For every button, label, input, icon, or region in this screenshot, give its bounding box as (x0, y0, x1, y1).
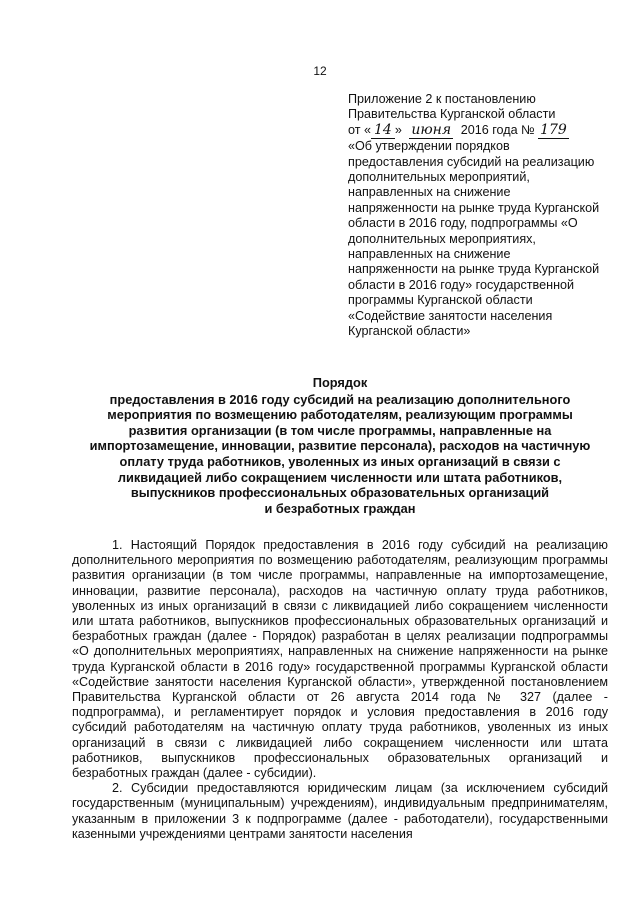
handwritten-number: 179 (540, 121, 567, 138)
paragraph-1: 1. Настоящий Порядок предоставления в 2016 году субсидий на реализацию дополнительного мероприятия по возмещению работодателям, реализующим программы развития организации (в том числе программы, направленные на импортозамещение, инновации, развитие персонала), расходов на частичную оплату труда работников, уволенных из иных организаций в связи с ликвидацией либо сокращением численности или штата работников, выпускников профессиональных образовательных организаций и безработных граждан (далее - Порядок) разработан в целях реализации подпрограммы «О дополнительных мероприятиях, направленных на снижение напряженности на рынке труда Курганской области в 2016 году» государственной программы Курганской области «Содействие занятости населения Курганской области», утвержденной постановлением Правительства Курганской области от 26 августа 2014 года № 327 (далее - подпрограмма), и регламентирует порядок и условия предоставления в 2016 году субсидий работодателям на частичную оплату труда работников, уволенных из иных организаций в связи с ликвидацией либо сокращением численности или штата работников, выпускников профессиональных образовательных организаций и безработных граждан (далее - субсидии). (72, 538, 608, 781)
appendix-line-4: «Об утверждении порядков (348, 139, 510, 154)
appendix-line-14: программы Курганской области (348, 293, 533, 308)
appendix-line-10: дополнительных мероприятиях, (348, 231, 536, 246)
appendix-line-12: напряженности на рынке труда Курганской (348, 262, 600, 277)
appendix-line-7: направленных на снижение (348, 185, 511, 200)
appendix-header (348, 92, 618, 340)
paragraph-2: 2. Субсидии предоставляются юридическим лицам (за исключением субсидий государственным (муниципальным) учреждениям), индивидуальным предпринимателям, указанным в приложении 3 к подпрограмме (далее - работодатели), государственными казенными учреждениями центрами занятости населения (72, 781, 608, 841)
title-line-4: импортозамещение, инновации, развитие персонала), расходов на частичную (89, 438, 591, 454)
appendix-line-11: направленных на снижение (348, 247, 511, 262)
appendix-line-13: области в 2016 году» государственной (348, 277, 575, 292)
appendix-line-1: Приложение 2 к постановлению (348, 92, 536, 106)
title-line-1: предоставления в 2016 году субсидий на реализацию дополнительного (109, 391, 571, 407)
title-line-2: мероприятия по возмещению работодателям, реализующим программы (107, 407, 573, 423)
document-body (72, 538, 608, 842)
document-title (60, 375, 620, 516)
date-year: 2016 года № (460, 122, 535, 137)
handwritten-day: 14 (371, 123, 395, 139)
title-heading: Порядок (312, 375, 368, 390)
appendix-date-line (348, 123, 618, 139)
appendix-line-16: Курганской области» (348, 324, 471, 339)
title-line-5: оплату труда работников, уволенных из иных организаций в связи с (119, 453, 561, 469)
date-prefix: от « (348, 122, 371, 137)
appendix-line-8: напряженности на рынке труда Курганской (348, 200, 600, 215)
title-line-8: и безработных граждан (264, 500, 416, 516)
title-line-6: ликвидацией либо сокращением численности или штата работников, (117, 469, 563, 485)
page-number: 12 (313, 64, 327, 78)
appendix-line-5: предоставления субсидий на реализацию (348, 154, 595, 169)
appendix-line-15: «Содействие занятости населения (348, 308, 553, 323)
appendix-line-9: области в 2016 году, подпрограммы «О (348, 216, 578, 231)
handwritten-month: июня (411, 121, 452, 138)
appendix-line-2: Правительства Курганской области (348, 107, 556, 122)
title-line-7: выпускников профессиональных образовательных организаций (130, 485, 550, 501)
date-mid: » (394, 122, 402, 137)
appendix-line-6: дополнительных мероприятий, (348, 170, 530, 185)
title-line-3: развития организации (в том числе программы, направленные на (128, 422, 552, 438)
